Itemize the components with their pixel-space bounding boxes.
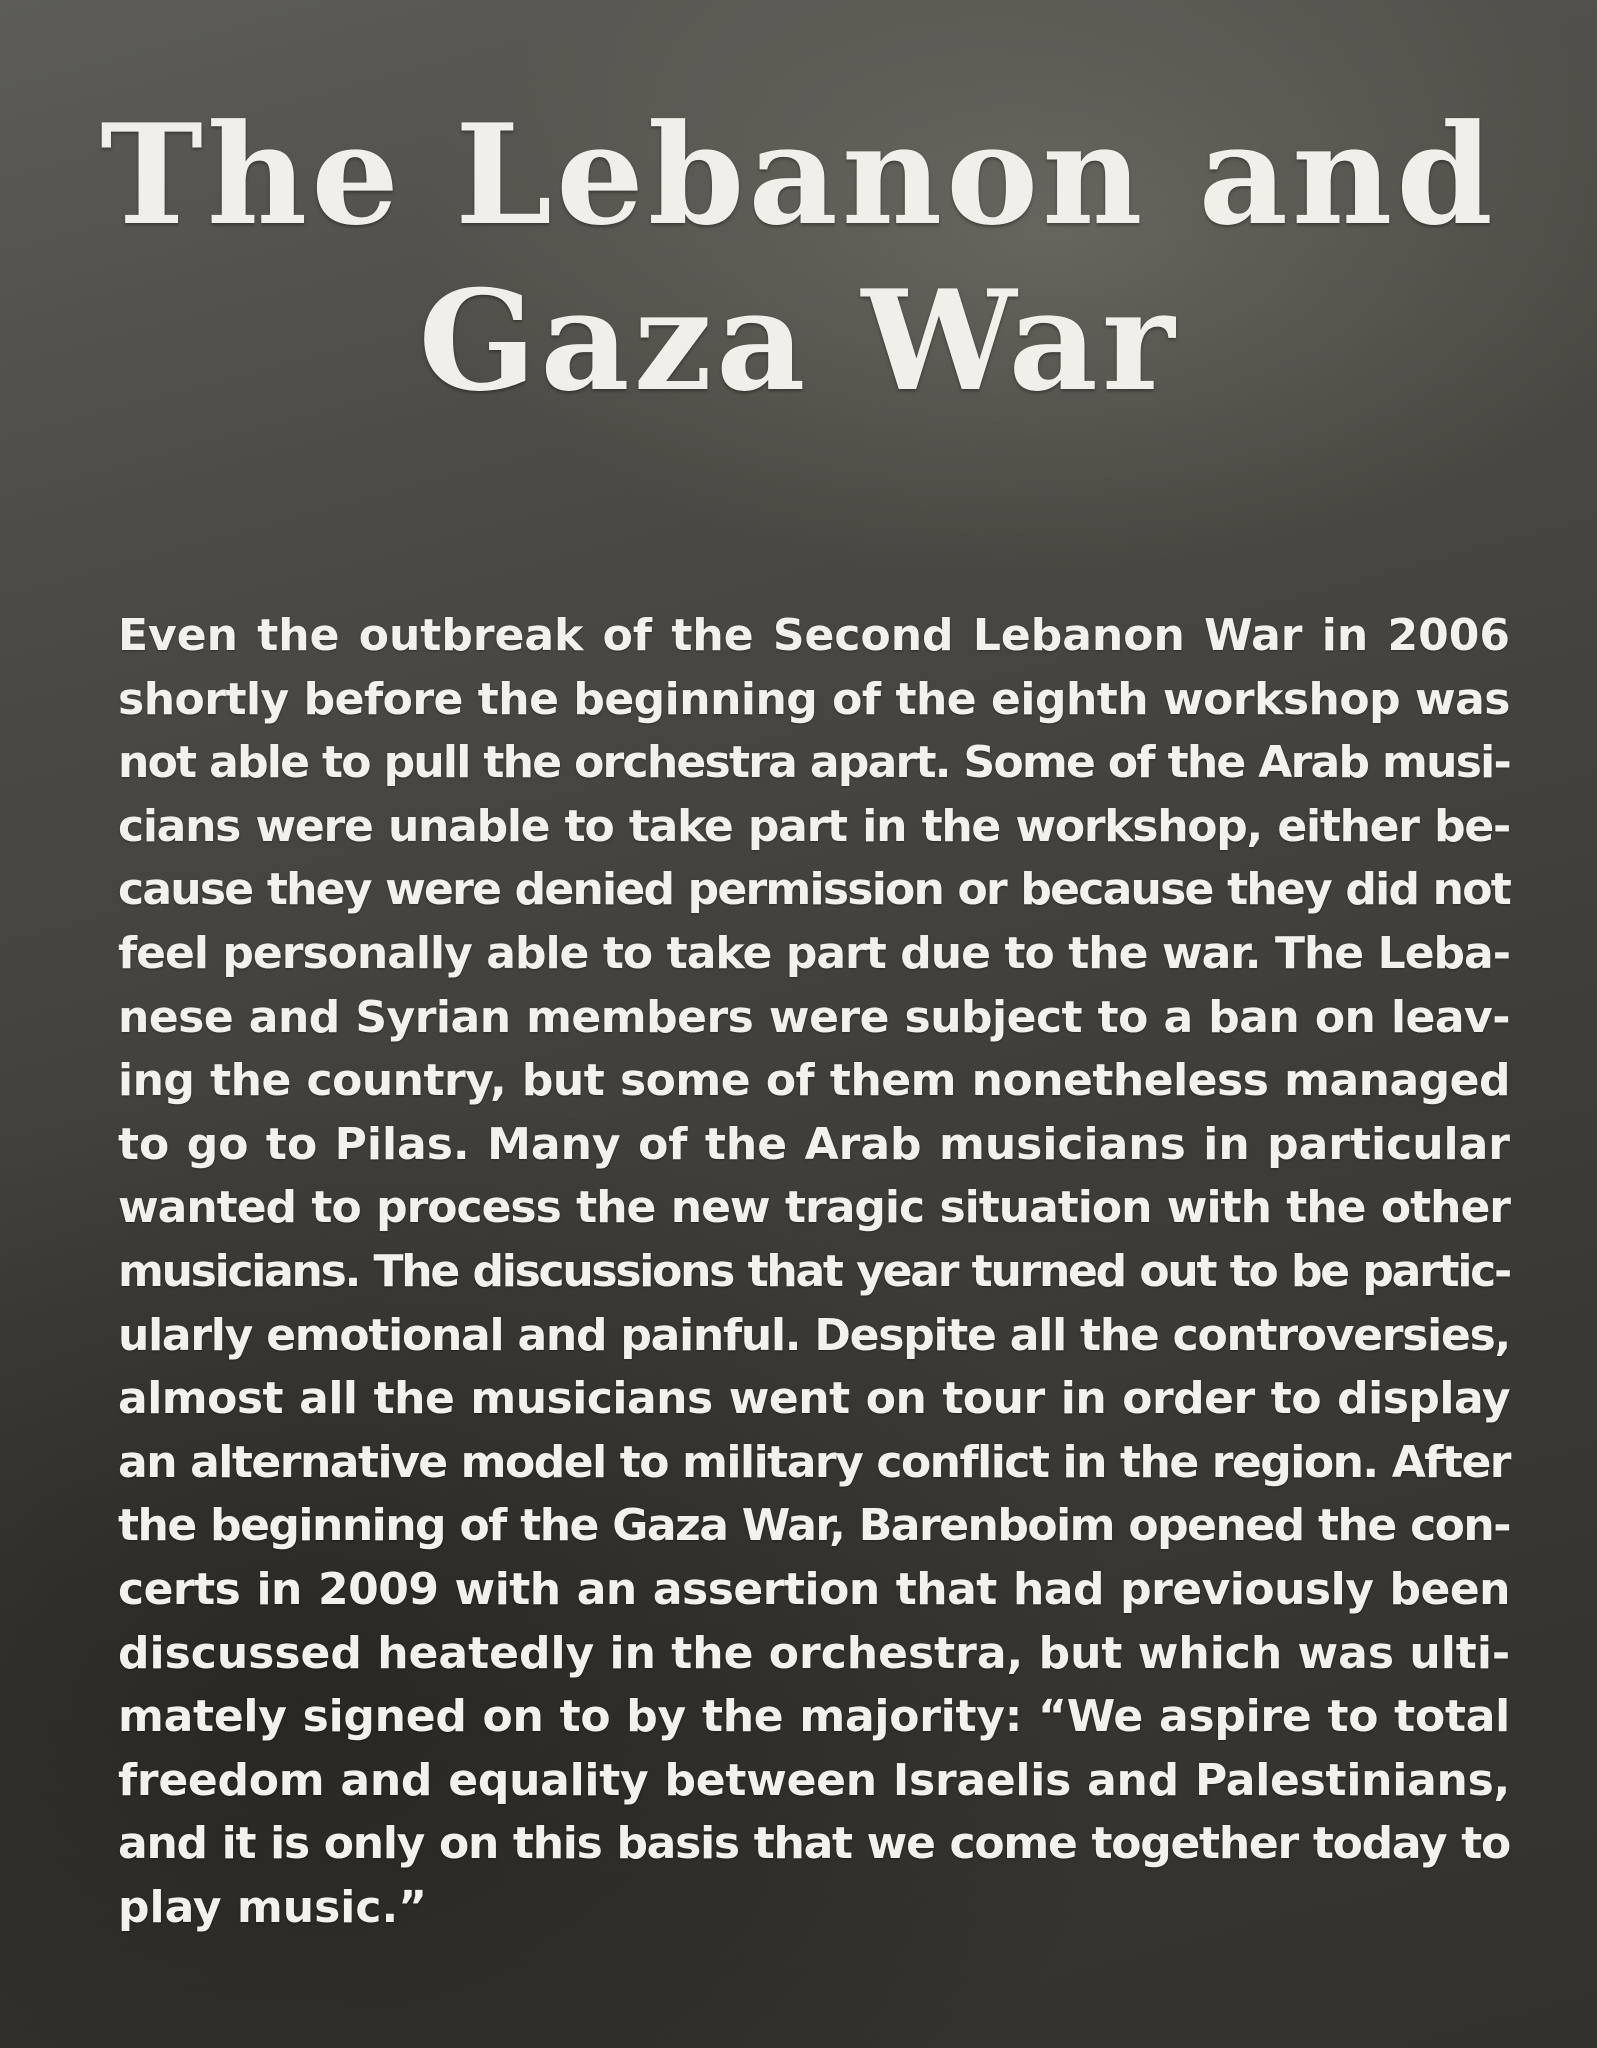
panel-body-text <box>118 604 1510 1939</box>
body-line: certs in 2009 with an assertion that had previously been <box>118 1563 1510 1615</box>
body-line: wanted to process the new tragic situation with the other <box>118 1182 1510 1234</box>
body-line: feel personally able to take part due to the war. The Leba- <box>118 927 1510 979</box>
body-line: freedom and equality between Israelis and Palestinians, <box>118 1754 1510 1806</box>
body-line: an alternative model to military conflict in the region. After <box>118 1436 1510 1488</box>
body-line: cause they were denied permission or because they did not <box>118 864 1510 916</box>
panel-title <box>0 92 1597 424</box>
body-line: ularly emotional and painful. Despite all the controversies, <box>118 1309 1510 1361</box>
body-line: nese and Syrian members were subject to a ban on leav- <box>118 991 1510 1043</box>
body-line: play music.” <box>118 1881 428 1933</box>
body-line: and it is only on this basis that we come together today to <box>118 1818 1510 1870</box>
body-line: shortly before the beginning of the eighth workshop was <box>118 673 1510 725</box>
body-line: almost all the musicians went on tour in order to display <box>118 1373 1510 1425</box>
body-line: to go to Pilas. Many of the Arab musicians in particular <box>118 1118 1510 1170</box>
body-line: discussed heatedly in the orchestra, but which was ulti- <box>118 1627 1511 1679</box>
body-line: the beginning of the Gaza War, Barenboim opened the con- <box>118 1500 1510 1552</box>
body-line: mately signed on to by the majority: “We aspire to total <box>118 1691 1510 1743</box>
body-line: musicians. The discussions that year turned out to be partic- <box>118 1245 1510 1297</box>
body-line: cians were unable to take part in the workshop, either be- <box>118 800 1510 852</box>
body-line: Even the outbreak of the Second Lebanon War in 2006 <box>118 610 1510 661</box>
panel-title-line-2: Gaza War <box>418 259 1179 422</box>
body-line: not able to pull the orchestra apart. Some of the Arab musi- <box>118 737 1510 789</box>
body-line: ing the country, but some of them nonetheless managed <box>118 1055 1510 1107</box>
panel-title-line-1: The Lebanon and <box>100 93 1497 256</box>
